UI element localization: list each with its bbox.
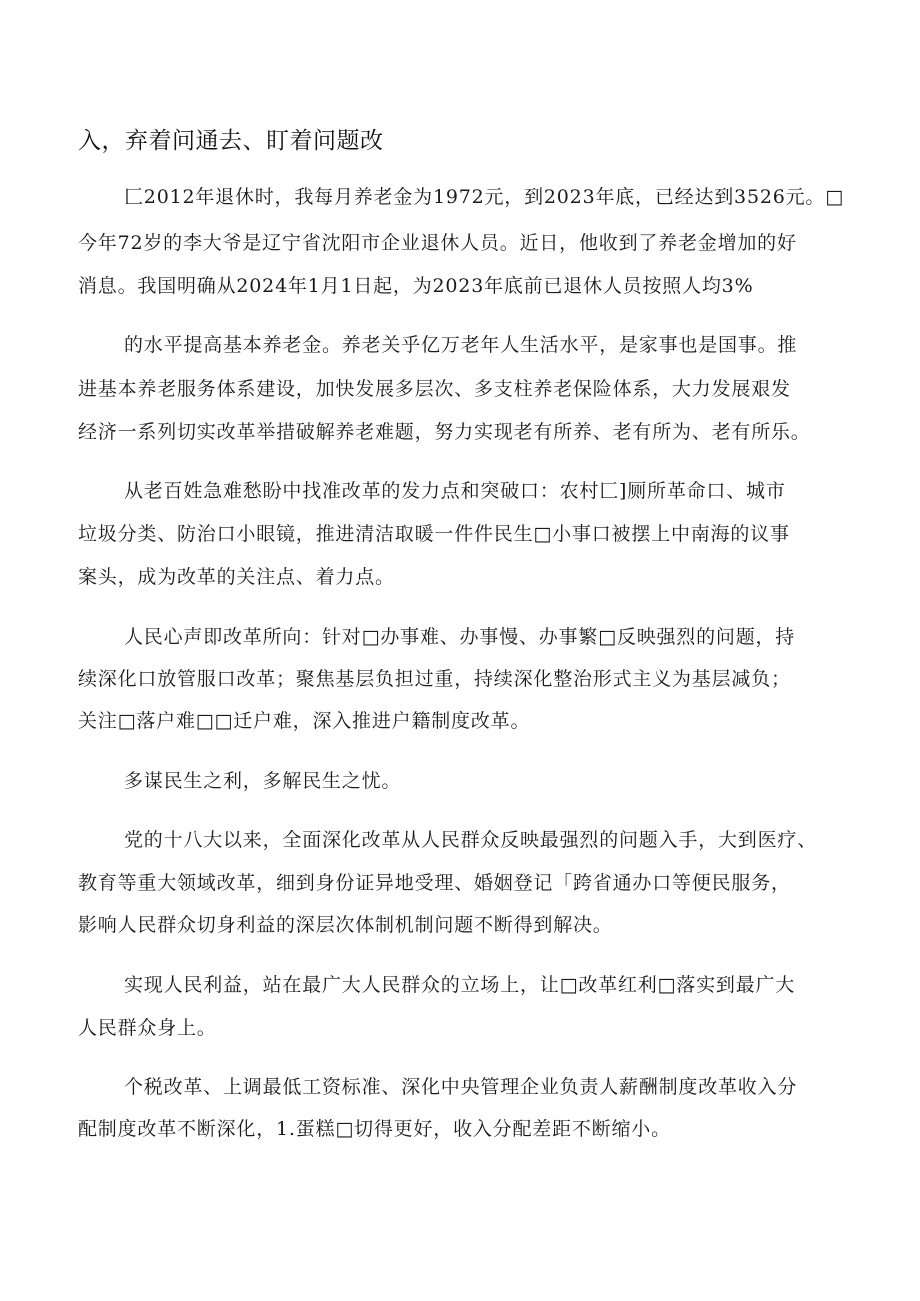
- paragraph-line: 今年72岁的李大爷是辽宁省沈阳市企业退休人员。近日，他收到了养老金增加的好: [78, 232, 797, 254]
- paragraph-line: 匚2012年退休时，我每月养老金为1972元，到2023年底，已经达到3526元。□: [124, 186, 844, 208]
- paragraph-line: 经济一系列切实改革举措破解养老难题，努力实现老有所养、老有所为、老有所乐。: [78, 421, 811, 443]
- paragraph-line: 续深化口放管服口改革；聚焦基层负担过重，持续深化整治形式主义为基层减负；: [78, 668, 791, 690]
- section-heading: 入，弃着问通去、盯着问题改: [78, 128, 384, 154]
- paragraph-line: 影响人民群众切身利益的深层次体制机制问题不断得到解决。: [78, 914, 613, 936]
- paragraph-line: 个税改革、上调最低工资标准、深化中央管理企业负责人薪酬制度改革收入分: [124, 1076, 798, 1098]
- paragraph-line: 实现人民利益，站在最广大人民群众的立场上，让□改革红利□落实到最广大: [124, 974, 796, 996]
- paragraph-line: 教育等重大领域改革，细到身份证异地受理、婚姻登记「跨省通办口等便民服务，: [78, 872, 791, 894]
- paragraph-line: 从老百姓急难愁盼中找准改革的发力点和突破口：农村匚]厕所革命口、城市: [124, 480, 786, 502]
- paragraph-line: 人民心声即改革所向：针对□办事难、办事慢、办事繁□反映强烈的问题，持: [124, 626, 796, 648]
- paragraph-line: 配制度改革不断深化，1.蛋糕□切得更好，收入分配差距不断缩小。: [78, 1118, 671, 1140]
- paragraph-line: 党的十八大以来，全面深化改革从人民群众反映最强烈的问题入手，大到医疗、: [124, 829, 818, 851]
- paragraph-line: 案头，成为改革的关注点、着力点。: [78, 566, 395, 588]
- paragraph-line: 进基本养老服务体系建设，加快发展多层次、多支柱养老保险体系，大力发展艰发: [78, 378, 791, 400]
- paragraph-line: 关注□落户难□□迁户难，深入推进户籍制度改革。: [78, 710, 531, 732]
- paragraph-line: 的水平提高基本养老金。养老关乎亿万老年人生活水平，是家事也是国事。推: [124, 334, 798, 356]
- paragraph-line: 垃圾分类、防治口小眼镜，推进清洁取暖一件件民生□小事口被摆上中南海的议事: [78, 523, 790, 545]
- paragraph-line: 人民群众身上。: [78, 1017, 217, 1039]
- paragraph-line: 多谋民生之利，多解民生之忧。: [124, 770, 402, 792]
- paragraph-line: 消息。我国明确从2024年1月1日起，为2023年底前已退休人员按照人均3%: [78, 275, 754, 297]
